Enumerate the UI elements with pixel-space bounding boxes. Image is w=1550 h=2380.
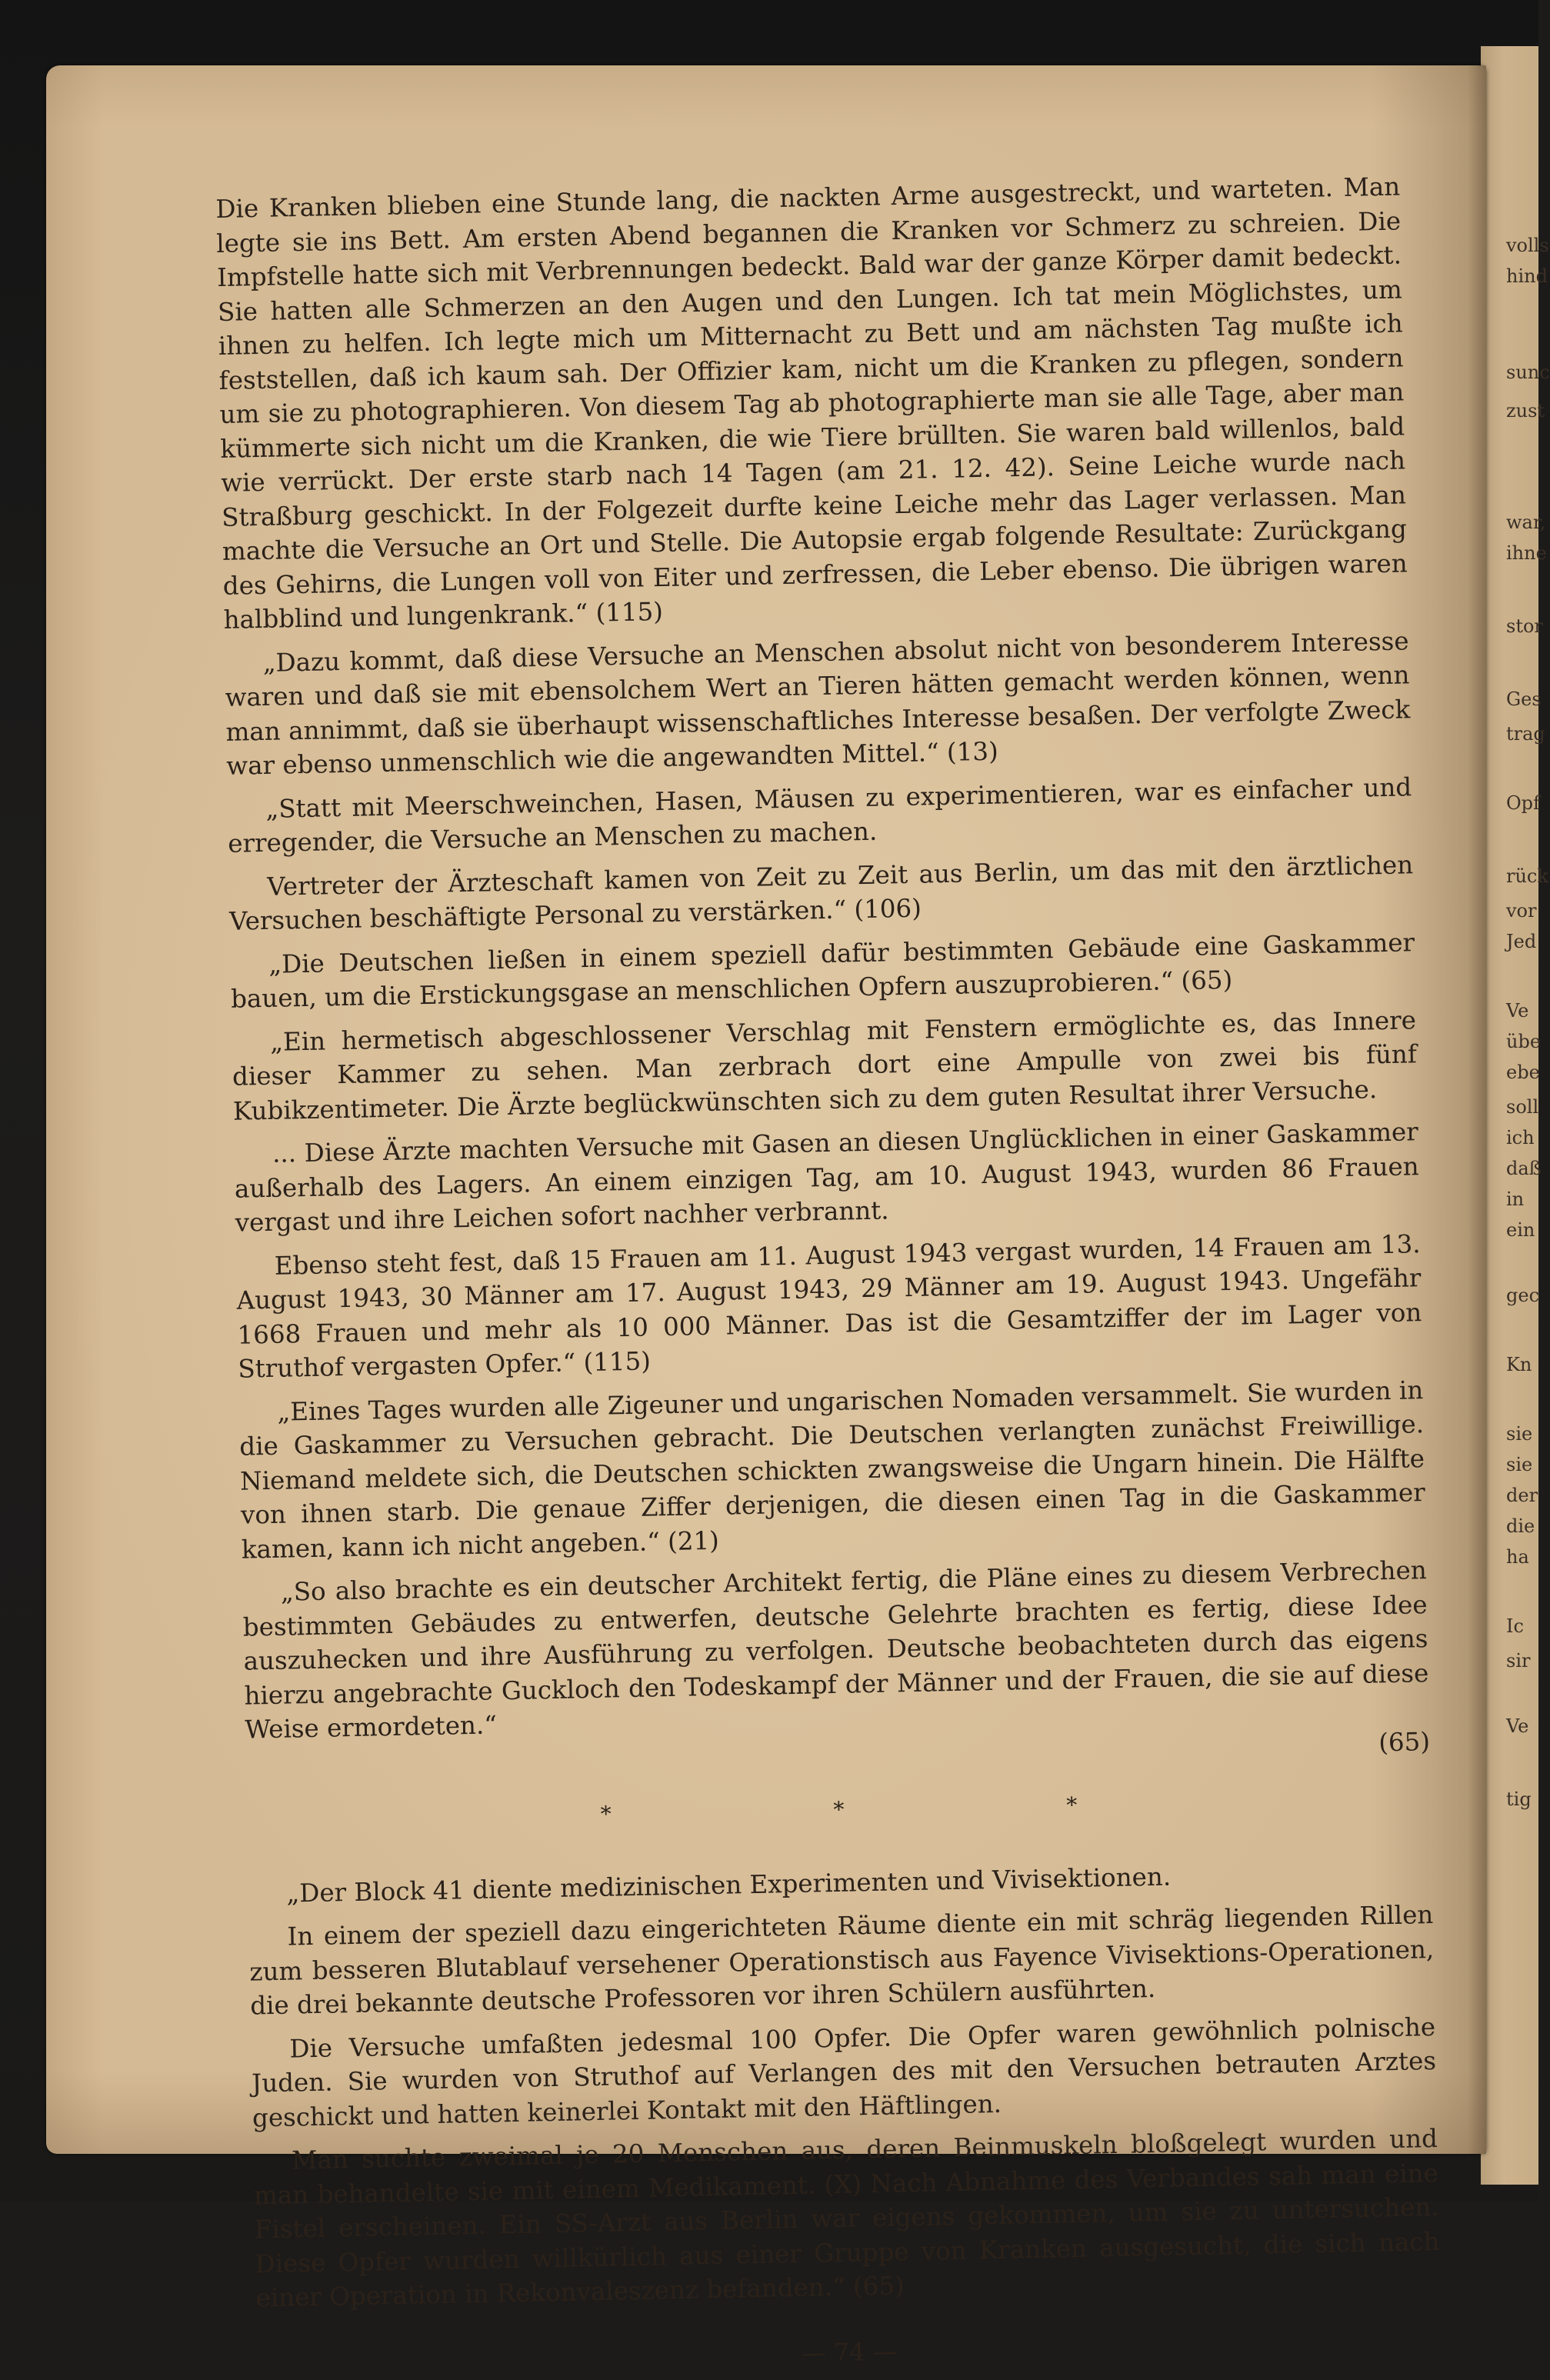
body-paragraph: „So also brachte es ein deutscher Architekt fertig, die Pläne eines zu diesem Verbrechen bestimmten Gebäudes zu entwerfen, deutsche Gelehrte brachten es fertig, diese Idee auszuhecken und ihre Ausführung zu verfolgen. Deutsche beobachteten durch das eigens hierzu angebrachte Guckloch den Todeskampf der Männer und der Frauen, die sie auf diese Weise ermordeten.“ <box>242 1555 1429 1745</box>
adjacent-page-fragment: Ges <box>1506 688 1542 710</box>
adjacent-page-fragment: ich <box>1506 1127 1535 1148</box>
body-paragraph: Man suchte zweimal je 20 Menschen aus, deren Beinmuskeln bloßgelegt wurden und man behandelte sie mit einem Medikament. (X) Nach Abnahme des Verbandes sah man eine Fistel erscheinen. Ein SS-Arzt aus Berlin war eigens gekommen, um sie zu untersuchen. Diese Opfer wurden willkürlich aus einer Gruppe von Kranken ausgesucht, die sich nach einer Operation in Rekonvaleszenz befanden.“ (65) <box>253 2123 1440 2313</box>
body-paragraph: „Ein hermetisch abgeschlossener Verschlag mit Fenstern ermöglichte es, das Innere dieser Kammer zu sehen. Man zerbrach dort eine Ampulle von zwei bis fünf Kubikzentimeter. Die Ärzte beglückwünschten sich zu dem guten Resultat ihrer Versuche. <box>232 1005 1418 1126</box>
adjacent-page-fragment: Ic <box>1506 1615 1524 1637</box>
page-text-block <box>215 169 1442 2380</box>
adjacent-page-fragment: die <box>1506 1515 1535 1537</box>
adjacent-page-fragment: Ve <box>1506 1715 1529 1737</box>
adjacent-page-fragment: in <box>1506 1188 1525 1210</box>
adjacent-page-fragment: Jed <box>1506 931 1537 952</box>
adjacent-page-fragment: stor <box>1506 615 1543 637</box>
adjacent-page-fragment: daß <box>1506 1158 1542 1179</box>
page-gutter-shadow <box>1468 65 1486 2154</box>
adjacent-page-fragment: trag <box>1506 723 1545 745</box>
adjacent-page-fragment: ebe <box>1506 1062 1540 1083</box>
adjacent-page-fragment: der <box>1506 1485 1538 1506</box>
adjacent-page-fragment: vor <box>1506 900 1537 922</box>
body-paragraph: In einem der speziell dazu eingerichteten Räume diente ein mit schräg liegenden Rillen zum besseren Blutablauf versehener Operationstisch aus Fayence Vivisektions-Operationen, die drei bekannte deutsche Professoren vor ihren Schülern ausführten. <box>249 1900 1435 2021</box>
adjacent-page-fragment: ha <box>1506 1546 1529 1568</box>
adjacent-page-fragment: sir <box>1506 1650 1531 1672</box>
adjacent-page-fragment: tig <box>1506 1788 1532 1810</box>
adjacent-page-fragment: hind <box>1506 265 1548 287</box>
adjacent-page-fragment: soll <box>1506 1096 1539 1118</box>
adjacent-page-fragment: ihne <box>1506 542 1547 564</box>
adjacent-page-edge <box>1481 46 1550 2185</box>
adjacent-page-fragment: Kn <box>1506 1354 1532 1375</box>
adjacent-page-fragment: volls <box>1506 235 1549 256</box>
body-paragraph: Ebenso steht fest, daß 15 Frauen am 11. August 1943 vergast wurden, 14 Frauen am 13. August 1943, 30 Männer am 17. August 1943, 29 Männer am 19. August 1943. Ungefähr 1668 Frauen und mehr als 10 000 Männer. Das ist die Gesamtziffer der im Lager von Struthof vergasten Opfer.“ (115) <box>236 1228 1422 1384</box>
adjacent-page-fragment: ein <box>1506 1219 1535 1241</box>
adjacent-page-fragment: Ve <box>1506 1000 1529 1022</box>
adjacent-page-fragment: sunc <box>1506 362 1550 383</box>
body-paragraph: Die Kranken blieben eine Stunde lang, die nackten Arme ausgestreckt, und warteten. Man legte sie ins Bett. Am ersten Abend begannen die Kranken vor Schmerz zu schreien. Die Impfstelle hatte sich mit Verbrennungen bedeckt. Bald war der ganze Körper damit bedeckt. Sie hatten alle Schmerzen an den Augen und den Lungen. Ich tat mein Möglichstes, um ihnen zu helfen. Ich legte mich um Mitternacht zu Bett und am nächsten Tag mußte ich feststellen, daß ich kaum sah. Der Offizier kam, nicht um die Kranken zu pflegen, sondern um sie zu photographieren. Von diesem Tag ab photographierte man sie alle Tage, aber man kümmerte sich nicht um die Kranken, die wie Tiere brüllten. Sie waren bald willenlos, bald wie verrückt. Der erste starb nach 14 Tagen (am 21. 12. 42). Seine Leiche wurde nach Straßburg geschickt. In der Folgezeit durfte keine Leiche mehr das Lager verlassen. Man machte die Versuche an Ort und Stelle. Die Autopsie ergab folgende Resultate: Zurückgang des Gehirns, die Lungen voll von Eiter und zerfressen, die Leber ebenso. Die übrigen waren halbblind und lungenkrank.“ (115) <box>215 172 1408 635</box>
adjacent-page-fragment: sie <box>1506 1454 1533 1475</box>
body-paragraph: ... Diese Ärzte machten Versuche mit Gasen an diesen Unglücklichen in einer Gaskammer außerhalb des Lagers. An einem einzigen Tag, am 10. August 1943, wurden 86 Frauen vergast und ihre Leichen sofort nachher verbrannt. <box>234 1117 1419 1238</box>
adjacent-page-fragment: sie <box>1506 1423 1533 1445</box>
body-paragraph: „Dazu kommt, daß diese Versuche an Menschen absolut nicht von besonderem Interesse waren und daß sie mit ebensolchem Wert an Tieren hätten gemacht werden können, wenn man annimmt, daß sie überhaupt wissenschaftliches Interesse besaßen. Der verfolgte Zweck war ebenso unmenschlich wie die angewandten Mittel.“ (13) <box>225 625 1411 781</box>
adjacent-page-fragment: rück <box>1506 865 1548 887</box>
adjacent-page-fragment: zust <box>1506 400 1545 422</box>
adjacent-page-fragment: war, <box>1506 512 1546 533</box>
body-paragraph: Vertreter der Ärzteschaft kamen von Zeit zu Zeit aus Berlin, um das mit den ärztlichen Versuchen beschäftigte Personal zu verstärken.“ (106) <box>228 849 1414 936</box>
body-paragraph: Die Versuche umfaßten jedesmal 100 Opfer. Die Opfer waren gewöhnlich polnische Juden. Sie wurden von Struthof auf Verlangen des mit den Versuchen betrauten Arztes geschickt und hatten keinerlei Kontakt mit den Häftlingen. <box>251 2012 1437 2133</box>
body-paragraph: „Statt mit Meerschweinchen, Hasen, Mäusen zu experimentieren, war es einfacher und erregender, die Versuche an Menschen zu machen. <box>227 772 1412 858</box>
body-paragraph: „Der Block 41 diente medizinischen Experimenten und Vivisektionen. <box>286 1862 1172 1908</box>
citation-reference: (65) <box>1378 1726 1431 1757</box>
page-number: — 74 — <box>801 2336 898 2368</box>
body-paragraph: „Die Deutschen ließen in einem speziell dafür bestimmten Gebäude eine Gaskammer bauen, um die Erstickungsgase an menschlichen Opfern auszuprobieren.“ (65) <box>230 927 1415 1014</box>
adjacent-page-fragment: gec <box>1506 1285 1540 1306</box>
adjacent-page-fragment: Opf <box>1506 792 1540 814</box>
body-paragraph: „Eines Tages wurden alle Zigeuner und ungarischen Nomaden versammelt. Sie wurden in die Gaskammer zu Versuchen gebracht. Die Deutschen verlangten zunächst Freiwillige. Niemand meldete sich, die Deutschen schickten zwangsweise die Ungarn hinein. Die Hälfte von ihnen starb. Die genaue Ziffer derjenigen, die diesen einen Tag in die Gaskammer kamen, kann ich nicht angeben.“ (21) <box>238 1375 1426 1565</box>
section-separator: * * * <box>600 1790 1185 1827</box>
adjacent-page-fragment: übe <box>1506 1031 1542 1052</box>
